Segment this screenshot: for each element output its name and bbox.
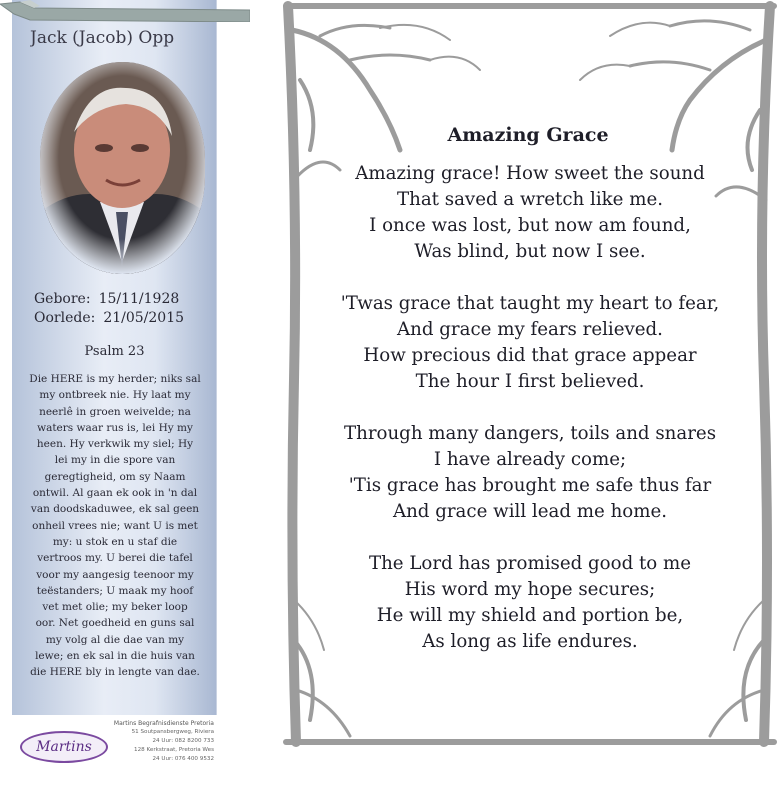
poem-line: Amazing grace! How sweet the sound bbox=[355, 163, 705, 184]
poem-line: How precious did that grace appear bbox=[363, 345, 697, 366]
phone-line: 24 Uur: 076 400 9532 bbox=[152, 756, 214, 762]
poem-line: He will my shield and portion be, bbox=[376, 605, 684, 626]
company-name: Martins Begrafnisdienste Pretoria bbox=[113, 720, 214, 727]
poem-card bbox=[280, 0, 778, 748]
psalm-line: my volg al die dae van my bbox=[45, 633, 185, 646]
poem-line: 'Twas grace that taught my heart to fear, bbox=[340, 293, 720, 314]
funeral-home-logo bbox=[20, 731, 108, 763]
psalm-line: oor. Net goedheid en guns sal bbox=[35, 617, 195, 630]
psalm-line: vet met olie; my beker loop bbox=[42, 601, 188, 614]
psalm-text bbox=[20, 371, 210, 681]
psalm-line: onheil vrees nie; want U is met bbox=[32, 519, 198, 532]
poem-line: And grace will lead me home. bbox=[392, 501, 668, 522]
psalm-line: teëstanders; U maak my hoof bbox=[36, 584, 194, 597]
psalm-line: Die HERE is my herder; niks sal bbox=[29, 373, 201, 385]
psalm-title: Psalm 23 bbox=[84, 344, 145, 359]
psalm-line: waters waar rus is, lei Hy my bbox=[37, 421, 193, 434]
ribbon-icon bbox=[0, 0, 250, 22]
died-label: Oorlede: bbox=[34, 310, 96, 326]
funeral-home-contact bbox=[104, 719, 214, 764]
psalm-line: lei my in die spore van bbox=[54, 454, 176, 467]
psalm-line: voor my aangesig teenoor my bbox=[36, 568, 194, 581]
phone-line: 24 Uur: 082 8200 733 bbox=[152, 738, 214, 744]
psalm-line: ontwil. Al gaan ek ook in 'n dal bbox=[32, 487, 198, 500]
poem-line: I once was lost, but now am found, bbox=[369, 215, 691, 236]
poem-line: The Lord has promised good to me bbox=[368, 553, 692, 574]
poem-stanza bbox=[310, 421, 750, 525]
poem-title: Amazing Grace bbox=[447, 124, 609, 146]
poem-line: I have already come; bbox=[433, 449, 627, 470]
psalm-line: heen. Hy verkwik my siel; Hy bbox=[36, 438, 194, 451]
psalm-line: lewe; en ek sal in die huis van bbox=[35, 650, 195, 663]
address-line: 51 Soutpansbergweg, Riviera bbox=[131, 729, 214, 735]
poem-line: 'Tis grace has brought me safe thus far bbox=[348, 475, 712, 496]
born-date: 15/11/1928 bbox=[98, 291, 180, 307]
poem-stanza bbox=[310, 291, 750, 395]
poem-line: Was blind, but now I see. bbox=[414, 241, 646, 262]
born-label: Gebore: bbox=[34, 291, 91, 307]
portrait-photo bbox=[40, 62, 205, 274]
poem-line: And grace my fears relieved. bbox=[397, 319, 663, 340]
logo-text: Martins bbox=[36, 739, 92, 755]
psalm-line: die HERE bly in lengte van dae. bbox=[30, 666, 200, 679]
poem-line: His word my hope secures; bbox=[404, 579, 656, 600]
psalm-line: geregtigheid, om sy Naam bbox=[44, 470, 186, 483]
poem-stanza bbox=[310, 551, 750, 655]
poem-line: Through many dangers, toils and snares bbox=[343, 423, 717, 444]
psalm-line: my ontbreek nie. Hy laat my bbox=[39, 389, 191, 402]
psalm-line: neerlê in groen weivelde; na bbox=[39, 405, 191, 418]
address-line: 128 Kerkstraat, Pretoria Wes bbox=[134, 747, 214, 753]
poem-line: The hour I first believed. bbox=[415, 371, 645, 392]
psalm-line: vertroos my. U berei die tafel bbox=[37, 552, 193, 565]
deceased-name: Jack (Jacob) Opp bbox=[30, 28, 175, 48]
poem-stanza bbox=[310, 161, 750, 265]
poem-line: That saved a wretch like me. bbox=[396, 189, 664, 210]
psalm-line: van doodskaduwee, ek sal geen bbox=[30, 503, 200, 516]
memorial-bookmark bbox=[12, 0, 217, 795]
life-dates bbox=[34, 290, 214, 328]
died-date: 21/05/2015 bbox=[103, 310, 185, 326]
psalm-line: my: u stok en u staf die bbox=[52, 535, 178, 548]
funeral-home-footer bbox=[12, 715, 217, 795]
poem-line: As long as life endures. bbox=[422, 631, 638, 652]
